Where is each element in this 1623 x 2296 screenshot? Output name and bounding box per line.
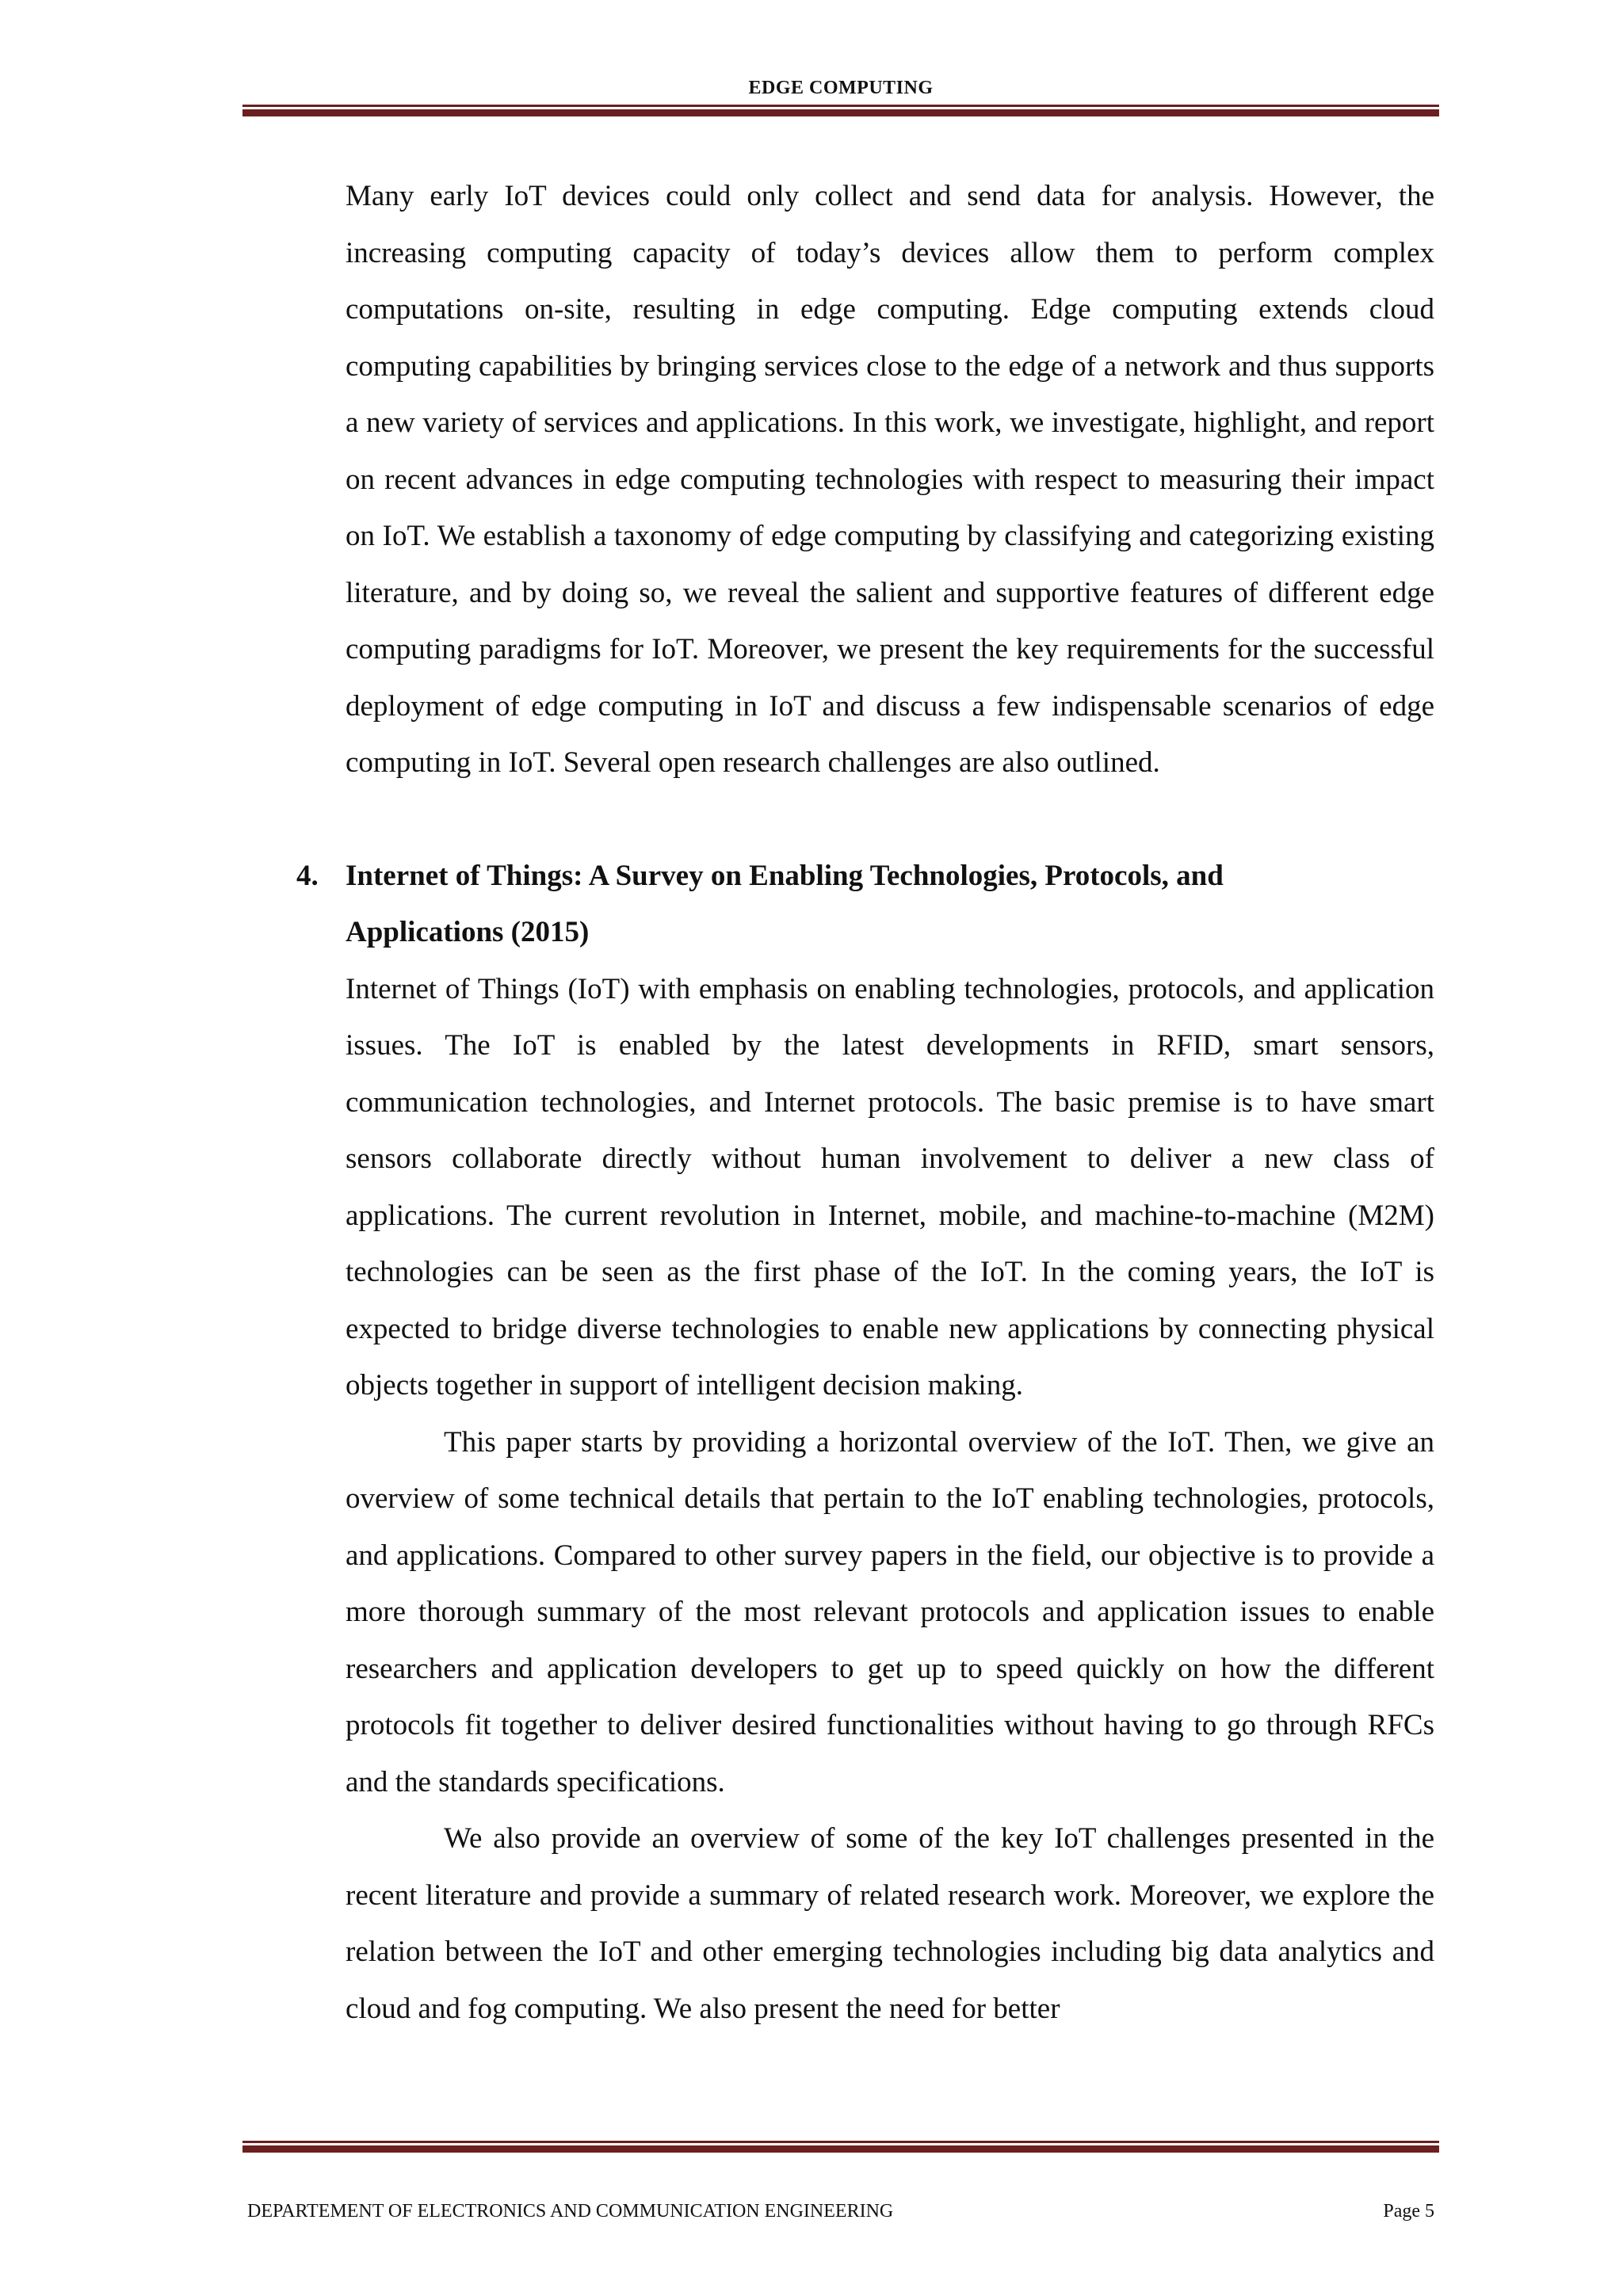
footer-rule [242, 2141, 1439, 2153]
section-paragraph-1: Internet of Things (IoT) with emphasis on enabling technologies, protocols, and application issues. The IoT is enabled by the latest developments in RFID, smart sensors, communication technologies, and Internet protocols. The basic premise is to have smart sensors collaborate directly without human involvement to deliver a new class of applications. The current revolution in Internet, mobile, and machine-to-machine (M2M) technologies can be seen as the first phase of the IoT. In the coming years, the IoT is expected to bridge diverse technologies to enable new applications by connecting physical objects together in support of intelligent decision making. [346, 972, 1434, 1402]
section-paragraph-2: This paper starts by providing a horizontal overview of the IoT. Then, we give an overview of some technical details that pertain to the IoT enabling technologies, protocols, and applications. Compared to other survey papers in the field, our objective is to provide a more thorough summary of the most relevant protocols and application issues to enable researchers and application developers to get up to speed quickly on how the different protocols fit together to deliver desired functionalities without having to go through RFCs and the standards specifications. [346, 1425, 1434, 1798]
intro-paragraph: Many early IoT devices could only collect and send data for analysis. However, the increasing computing capacity of today’s devices allow them to perform complex computations on-site, resulting in edge computing. Edge computing extends cloud computing capabilities by bringing services close to the edge of a network and thus supports a new variety of services and applications. In this work, we investigate, highlight, and report on recent advances in edge computing technologies with respect to measuring their impact on IoT. We establish a taxonomy of edge computing by classifying and categorizing existing literature, and by doing so, we reveal the salient and supportive features of different edge computing paradigms for IoT. Moreover, we present the key requirements for the successful deployment of edge computing in IoT and discuss a few indispensable scenarios of edge computing in IoT. Several open research challenges are also outlined. [346, 180, 1434, 779]
running-header-title: EDGE COMPUTING [748, 78, 934, 98]
page-body [296, 168, 1434, 2037]
section-title: Internet of Things: A Survey on Enabling Technologies, Protocols, and Applications (2015) [346, 859, 1224, 948]
header-rule [242, 105, 1439, 116]
header-rule-thick-line [242, 109, 1439, 116]
section-paragraph-3: We also provide an overview of some of the key IoT challenges presented in the recent literature and provide a summary of related research work. Moreover, we explore the relation between the IoT and other emerging technologies including big data analytics and cloud and fog computing. We also present the need for better [346, 1822, 1434, 2025]
footer-rule-thick-line [242, 2145, 1439, 2153]
section-4 [296, 848, 1434, 2038]
section-number: 4. [296, 859, 319, 892]
footer-department: DEPARTEMENT OF ELECTRONICS AND COMMUNICATION ENGINEERING [247, 2201, 894, 2222]
page-number: Page 5 [1383, 2201, 1434, 2222]
